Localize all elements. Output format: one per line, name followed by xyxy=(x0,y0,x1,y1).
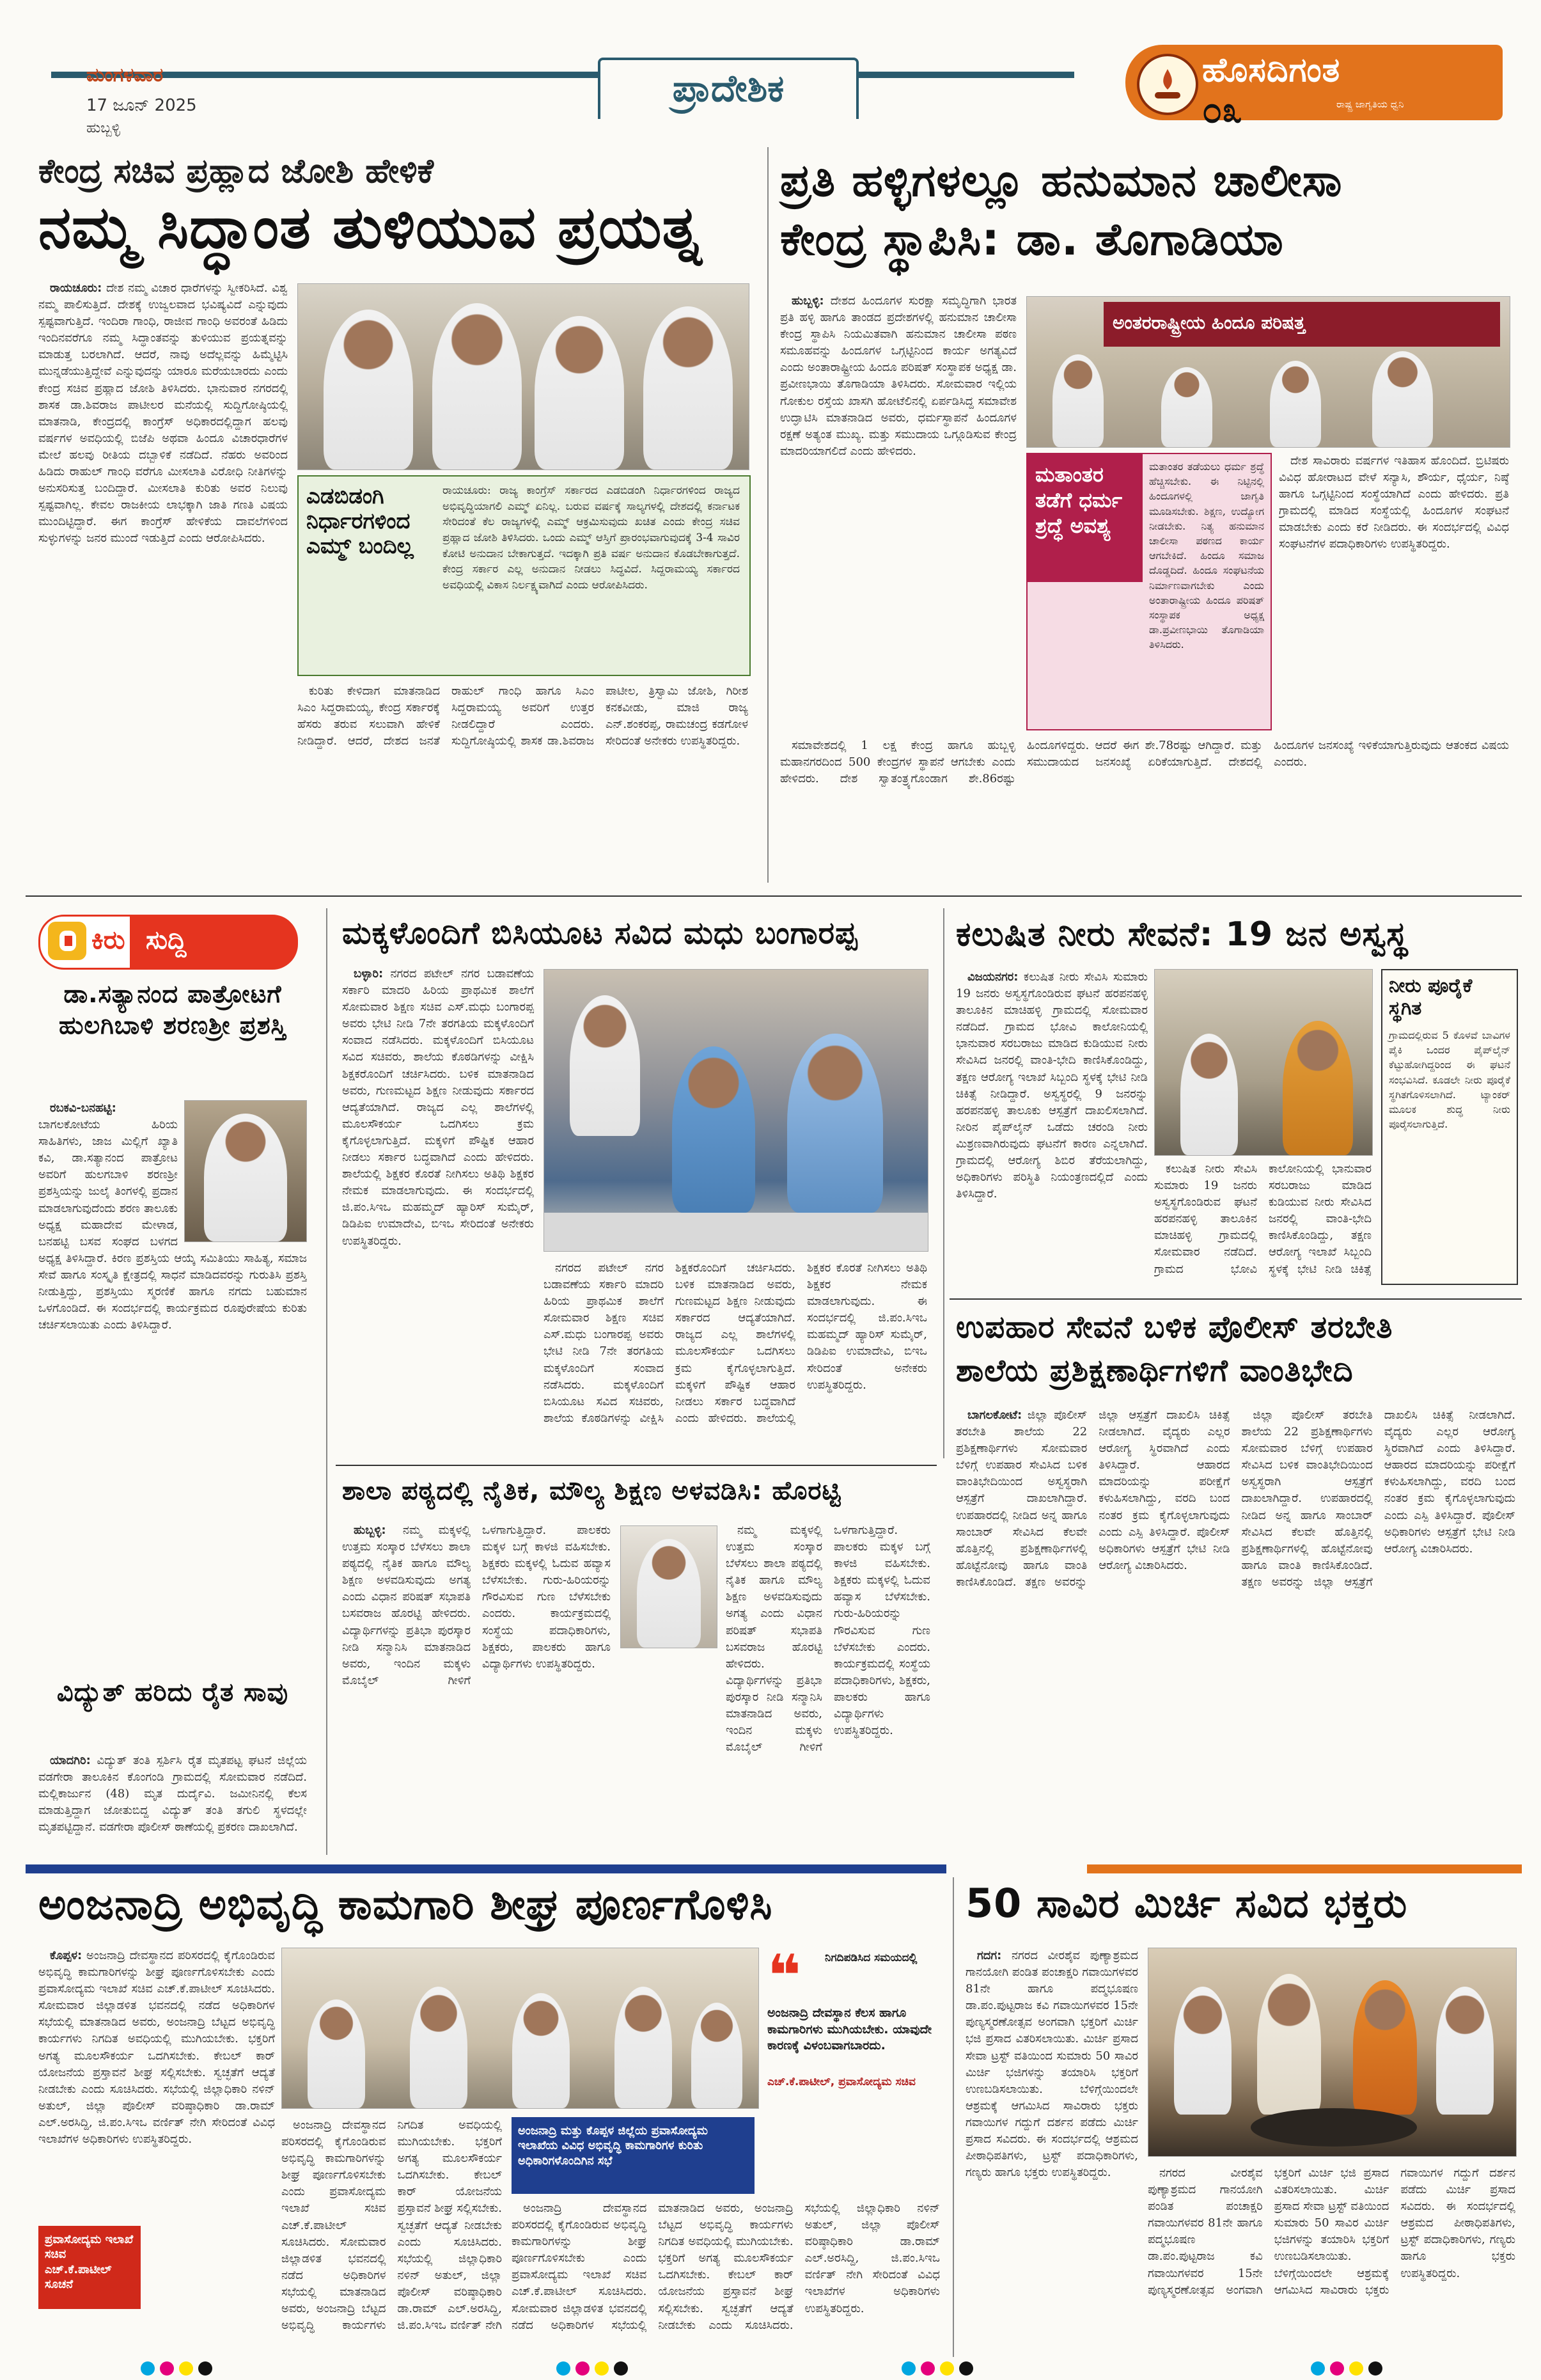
story-headline-line1: ಉಪಹಾರ ಸೇವನೆ ಬಳಿಕ ಪೊಲೀಸ್ ತರಬೇತಿ xyxy=(956,1309,1393,1345)
sidebar-box xyxy=(1381,969,1518,1285)
person-figure xyxy=(432,303,522,469)
brand-name: ಹೊಸದಿಗಂತ xyxy=(1202,51,1341,90)
photo-hospital-ward xyxy=(1154,969,1373,1156)
dateline: ಕೊಪ್ಪಳ: xyxy=(50,1949,82,1962)
body-text-repeat: ಜಿಲ್ಲಾ ಪೊಲೀಸ್ ತರಬೇತಿ ಶಾಲೆಯ 22 ಪ್ರಶಿಕ್ಷಣಾರ್ಥಿಗಳು ಸೋಮವಾರ ಬೆಳಿಗ್ಗೆ ಉಪಹಾರ ಸೇವಿಸಿದ ಬಳಿಕ ವಾಂತಿಭೇದಿಯಿಂದ ಅಸ್ವಸ್ಥರಾಗಿ ಆಸ್ಪತ್ರೆಗೆ ದಾಖಲಾಗಿದ್ದಾರೆ. ಉಪಹಾರದಲ್ಲಿ ನೀಡಿದ ಅನ್ನ ಹಾಗೂ ಸಾಂಬಾರ್ ಸೇವಿಸಿದ ಕೆಲವೇ ಹೊತ್ತಿನಲ್ಲಿ ಪ್ರಶಿಕ್ಷಣಾರ್ಥಿಗಳಲ್ಲಿ ಹೊಟ್ಟೆನೋವು ಹಾಗೂ ವಾಂತಿ ಕಾಣಿಸಿಕೊಂಡಿದೆ. ತಕ್ಷಣ ಅವರನ್ನು ಜಿಲ್ಲಾ ಆಸ್ಪತ್ರೆಗೆ ದಾಖಲಿಸಿ ಚಿಕಿತ್ಸೆ ನೀಡಲಾಗಿದೆ. ವೈದ್ಯರು ಎಲ್ಲರ ಆರೋಗ್ಯ ಸ್ಥಿರವಾಗಿದೆ ಎಂದು ತಿಳಿಸಿದ್ದಾರೆ. ಆಹಾರದ ಮಾದರಿಯನ್ನು ಪರೀಕ್ಷೆಗೆ ಕಳುಹಿಸಲಾಗಿದ್ದು, ವರದಿ ಬಂದ ನಂತರ ಕ್ರಮ ಕೈಗೊಳ್ಳಲಾಗುವುದು ಎಂದು ಎಸ್ಪಿ ತಿಳಿಸಿದ್ದಾರೆ. ಪೊಲೀಸ್ ಅಧಿಕಾರಿಗಳು ಆಸ್ಪತ್ರೆಗೆ ಭೇಟಿ ನೀಡಿ ಆರೋಗ್ಯ ವಿಚಾರಿಸಿದರು. xyxy=(1241,1408,1515,1589)
weekday: ಮಂಗಳವಾರ xyxy=(86,64,164,86)
photo-joshi-press-meet xyxy=(297,283,749,470)
body-text: ಕಲುಷಿತ ನೀರು ಸೇವಿಸಿ ಸುಮಾರು 19 ಜನರು ಅಸ್ವಸ್ಥಗೊಂಡಿರುವ ಘಟನೆ ಹರಪನಹಳ್ಳಿ ತಾಲೂಕಿನ ಮಾಚಿಹಳ್ಳಿ ಗ್ರಾಮದಲ್ಲಿ ಸೋಮವಾರ ನಡೆದಿದೆ. ಗ್ರಾಮದ ಭೋವಿ ಕಾಲೋನಿಯಲ್ಲಿ ಭಾನುವಾರ ಸರಬರಾಜು ಮಾಡಿದ ಕುಡಿಯುವ ನೀರು ಸೇವಿಸಿದ ಜನರಲ್ಲಿ ವಾಂತಿ-ಭೇದಿ ಕಾಣಿಸಿಕೊಂಡಿದ್ದು, ತಕ್ಷಣ ಆರೋಗ್ಯ ಇಲಾಖೆ ಸಿಬ್ಬಂದಿ ಸ್ಥಳಕ್ಕೆ ಭೇಟಿ ನೀಡಿ ಚಿಕಿತ್ಸೆ ನೀಡಿದ್ದಾರೆ. ಅಸ್ವಸ್ಥರಲ್ಲಿ 9 ಜನರನ್ನು ಹರಪನಹಳ್ಳಿ ತಾಲೂಕು ಆಸ್ಪತ್ರೆಗೆ ದಾಖಲಿಸಲಾಗಿದೆ. ನೀರಿನ ಪೈಪ್‌ಲೈನ್ ಒಡೆದು ಚರಂಡಿ ನೀರು ಮಿಶ್ರಣವಾಗಿರುವುದು ಘಟನೆಗೆ ಕಾರಣ ಎನ್ನಲಾಗಿದೆ. ಗ್ರಾಮದಲ್ಲಿ ಆರೋಗ್ಯ ಶಿಬಿರ ತೆರೆಯಲಾಗಿದ್ದು, ಅಧಿಕಾರಿಗಳು ಪರಿಸ್ಥಿತಿ ನಿಯಂತ್ರಣದಲ್ಲಿದೆ ಎಂದು ತಿಳಿಸಿದ್ದಾರೆ. xyxy=(956,970,1148,1201)
registration-dots-center-right xyxy=(902,2361,978,2378)
photo-togadia-event xyxy=(1026,296,1510,448)
story-body-left xyxy=(342,1522,611,1848)
person-figure xyxy=(643,306,733,469)
person-figure xyxy=(637,1539,701,1648)
dot-magenta xyxy=(575,2361,590,2376)
dateline: ಯಾದಗಿರಿ: xyxy=(50,1754,91,1767)
sidebar-title: ಎಡಬಿಡಂಗಿ ನಿರ್ಧಾರಗಳಿಂದ ಎಮ್ಮ್ ಬಂದಿಲ್ಲ xyxy=(306,484,414,560)
story-body xyxy=(966,1948,1138,2351)
dateline: ಹುಬ್ಬಳ್ಳಿ: xyxy=(792,294,824,308)
story-body xyxy=(38,1948,275,2216)
dateline: ಗದಗ: xyxy=(977,1949,1002,1962)
color-bar-blue xyxy=(26,1864,946,1873)
dot-black xyxy=(198,2361,212,2376)
story-headline: ನಮ್ಮ ಸಿದ್ಧಾಂತ ತುಳಿಯುವ ಪ್ರಯತ್ನ xyxy=(38,193,702,262)
story-body xyxy=(956,969,1148,1289)
sidebar-body: ಗ್ರಾಮದಲ್ಲಿರುವ 5 ಕೊಳವೆ ಬಾವಿಗಳ ಪೈಕಿ ಒಂದರ ಪೈಪ್‌ಲೈನ್ ಕೆಟ್ಟುಹೋಗಿದ್ದರಿಂದ ಈ ಘಟನೆ ಸಂಭವಿಸಿದೆ. ಕೂಡಲೇ ನೀರು ಪೂರೈಕೆ ಸ್ಥಗಿತಗೊಳಿಸಲಾಗಿದೆ. ಟ್ಯಾಂಕರ್ ಮೂಲಕ ಶುದ್ಧ ನೀರು ಪೂರೈಸಲಾಗುತ್ತಿದೆ. xyxy=(1389,1029,1510,1131)
lamp-icon xyxy=(1137,54,1198,115)
body-text: ನಗರದ ಪಟೇಲ್ ನಗರ ಬಡಾವಣೆಯ ಸರ್ಕಾರಿ ಮಾದರಿ ಹಿರಿಯ ಪ್ರಾಥಮಿಕ ಶಾಲೆಗೆ ಸೋಮವಾರ ಶಿಕ್ಷಣ ಸಚಿವ ಎಸ್.ಮಧು ಬಂಗಾರಪ್ಪ ಅವರು ಭೇಟಿ ನೀಡಿ 7ನೇ ತರಗತಿಯ ಮಕ್ಕಳೊಂದಿಗೆ ಸಂವಾದ ನಡೆಸಿದರು. ಮಕ್ಕಳೊಂದಿಗೆ ಬಿಸಿಯೂಟ ಸವಿದ ಸಚಿವರು, ಶಾಲೆಯ ಕೊಠಡಿಗಳನ್ನು ವೀಕ್ಷಿಸಿ ಶಿಕ್ಷಕರೊಂದಿಗೆ ಚರ್ಚಿಸಿದರು. ಬಳಿಕ ಮಾತನಾಡಿದ ಅವರು, ಗುಣಮಟ್ಟದ ಶಿಕ್ಷಣ ನೀಡುವುದು ಸರ್ಕಾರದ ಆದ್ಯತೆಯಾಗಿದೆ. ರಾಜ್ಯದ ಎಲ್ಲ ಶಾಲೆಗಳಲ್ಲಿ ಮೂಲಸೌಕರ್ಯ ಒದಗಿಸಲು ಕ್ರಮ ಕೈಗೊಳ್ಳಲಾಗುತ್ತಿದೆ. ಮಕ್ಕಳಿಗೆ ಪೌಷ್ಟಿಕ ಆಹಾರ ನೀಡಲು ಸರ್ಕಾರ ಬದ್ಧವಾಗಿದೆ ಎಂದು ಹೇಳಿದರು. ಶಾಲೆಯಲ್ಲಿ ಶಿಕ್ಷಕರ ಕೊರತೆ ನೀಗಿಸಲು ಅತಿಥಿ ಶಿಕ್ಷಕರ ನೇಮಕ ಮಾಡಲಾಗುವುದು. ಈ ಸಂದರ್ಭದಲ್ಲಿ ಜಿ.ಪಂ.ಸಿಇಒ ಮಹಮ್ಮದ್ ಹ್ಯಾರಿಸ್ ಸುಮೈರ್, ಡಿಡಿಪಿಐ ಉಮಾದೇವಿ, ಬಿಇಒ ಸೇರಿದಂತೆ ಅನೇಕರು ಉಪಸ್ಥಿತರಿದ್ದರು. xyxy=(342,967,534,1248)
dateline: ವಿಜಯನಗರ: xyxy=(967,970,1019,984)
column-divider xyxy=(326,908,327,1855)
dot-magenta xyxy=(1330,2361,1344,2376)
story-body-right xyxy=(726,1522,930,1848)
story-body-bottom xyxy=(1154,1161,1372,1289)
story-headline: ಕಲುಷಿತ ನೀರು ಸೇವನೆ: 19 ಜನ ಅಸ್ವಸ್ಥ xyxy=(956,915,1409,954)
dot-magenta xyxy=(160,2361,174,2376)
frying-pan xyxy=(1251,2108,1417,2147)
story-body xyxy=(38,280,288,849)
story-headline: ಮಕ್ಕಳೊಂದಿಗೆ ಬಿಸಿಯೂಟ ಸವಿದ ಮಧು ಬಂಗಾರಪ್ಪ xyxy=(342,915,858,951)
dot-cyan xyxy=(556,2361,570,2376)
story-headline-line1: ಪ್ರತಿ ಹಳ್ಳಿಗಳಲ್ಲೂ ಹನುಮಾನ ಚಾಲೀಸಾ xyxy=(780,154,1343,207)
body-text: ದೇಶದ ಹಿಂದೂಗಳ ಸುರಕ್ಷಾ ಸಮೃದ್ಧಿಗಾಗಿ ಭಾರತ ಪ್ರತಿ ಹಳ್ಳಿ ಹಾಗೂ ತಾಂಡದ ಪ್ರದೇಶಗಳಲ್ಲಿ ಹನುಮಾನ ಚಾಲೀಸಾ ಕೇಂದ್ರ ಸ್ಥಾಪಿಸಿ ನಿಯಮಿತವಾಗಿ ಹನುಮಾನ ಚಾಲೀಸಾ ಪಠಣ ಸಮೂಹವನ್ನು ಹಿಂದೂಗಳ ಒಗ್ಗಟ್ಟಿನಿಂದ ಕಾರ್ಯ ಅಗತ್ಯವಿದೆ ಎಂದು ಅಂತಾರಾಷ್ಟ್ರೀಯ ಹಿಂದೂ ಪರಿಷತ್ ಸಂಸ್ಥಾಪಕ ಅಧ್ಯಕ್ಷ ಡಾ. ಪ್ರವೀಣಭಾಯಿ ತೊಗಾಡಿಯಾ ತಿಳಿಸಿದರು. ಸೋಮವಾರ ಇಲ್ಲಿಯ ಗೋಕುಲ ರಸ್ತೆಯ ಖಾಸಗಿ ಹೋಟೆಲಿನಲ್ಲಿ ಏರ್ಪಡಿಸಿದ್ದ ಸಮಾವೇಶ ಉದ್ಘಾಟಿಸಿ ಮಾತನಾಡಿದ ಅವರು, ಧರ್ಮಸ್ಥಾಪನೆ ಹಿಂದೂಗಳ ರಕ್ಷಣೆ ಅತ್ಯಂತ ಮುಖ್ಯ. ಮತ್ತು ಸಮುದಾಯ ಒಗ್ಗೂಡಿಸುವ ಕೇಂದ್ರ ಮಾದರಿಯಾಗಲಿದೆ ಎಂದು ಹೇಳಿದರು. xyxy=(780,294,1017,458)
story-body-bottom xyxy=(544,1260,927,1452)
sidebar-body: ರಾಯಚೂರು: ರಾಜ್ಯ ಕಾಂಗ್ರೆಸ್ ಸರ್ಕಾರದ ಎಡಬಿಡಂಗಿ ನಿರ್ಧಾರಗಳಿಂದ ರಾಜ್ಯದ ಅಭಿವೃದ್ಧಿಯಾಗಲಿ ಎಮ್ಮ್ ಏನಿಲ್ಲ. ಬರುವ ವರ್ಷಕ್ಕೆ ಸಾಲ್ಯಗಳಲ್ಲಿ ದೇಶದಲ್ಲಿ ಕರ್ನಾಟಕ ಸೇರಿದಂತೆ ಕೆಲ ರಾಜ್ಯಗಳಲ್ಲಿ ಎಮ್ಮ್ ಆಕ್ರಮಿಸುವುದು ಖಚಿತ ಎಂದು ಕೇಂದ್ರ ಸಚಿವ ಪ್ರಹ್ಲಾದ ಜೋಶಿ ತಿಳಿಸಿದರು. ಒಂದು ಎಮ್ಮ್ ಆಸ್ತಿಗೆ ಪ್ರಾರಂಭವಾಗುವುದಕ್ಕೆ 3-4 ಸಾವಿರ ಕೋಟಿ ಅನುದಾನ ಬೇಕಾಗುತ್ತದೆ. ಇದಕ್ಕಾಗಿ ಪ್ರತಿ ವರ್ಷ ಅನುದಾನ ಕೊಡಬೇಕಾಗುತ್ತದೆ. ಕೇಂದ್ರ ಸರ್ಕಾರ ಎಲ್ಲ ಅನುದಾನ ನೀಡಲು ಸಿದ್ಧವಿದೆ. ಸಿದ್ದರಾಮಯ್ಯ ಸರ್ಕಾರದ ಅವಧಿಯಲ್ಲಿ ವಿಕಾಸ ನಿರ್ಲಕ್ಷ್ಯವಾಗಿದೆ ಎಂದು ಆರೋಪಿಸಿದರು. xyxy=(442,484,740,592)
dateline: ಬಾಗಲಕೋಟೆ: xyxy=(967,1408,1022,1422)
story-headline-line2: ಕೇಂದ್ರ ಸ್ಥಾಪಿಸಿ: ಡಾ. ತೊಗಾಡಿಯಾ xyxy=(780,213,1284,265)
top-rule xyxy=(51,72,1074,78)
story-headline: ಶಾಲಾ ಪಠ್ಯದಲ್ಲಿ ನೈತಿಕ, ಮೌಲ್ಯ ಶಿಕ್ಷಣ ಅಳವಡಿಸಿ: ಹೊರಟ್ಟಿ xyxy=(342,1476,841,1506)
person-figure xyxy=(535,316,624,469)
dot-yellow xyxy=(179,2361,193,2376)
photo-caption-text: ಪ್ರವಾಸೋದ್ಯಮ ಇಲಾಖೆ ಸಚಿವ ಎಚ್.ಕೆ.ಪಾಟೀಲ್ ಸೂಚನೆ xyxy=(45,2233,134,2292)
story-headline-line2: ಶಾಲೆಯ ಪ್ರಶಿಕ್ಷಣಾರ್ಥಿಗಳಿಗೆ ವಾಂತಿಭೇದಿ xyxy=(956,1353,1354,1389)
body-text: ಬಾಗಲಕೋಟೆಯ ಹಿರಿಯ ಸಾಹಿತಿಗಳು, ಜಾಜ ಮಿಲ್ಲಿಗೆ ಖ್ಯಾತಿ ಕವಿ, ಡಾ.ಸತ್ಯಾನಂದ ಪಾತ್ರೋಟ ಅವರಿಗೆ ಹುಲಗಬಾಳಿ ಶರಣಶ್ರೀ ಪ್ರಶಸ್ತಿಯನ್ನು ಜುಲೈ ತಿಂಗಳಲ್ಲಿ ಪ್ರದಾನ ಮಾಡಲಾಗುವುದೆಂದು ಶರಣ ತಾಲೂಕು ಅಧ್ಯಕ್ಷ ಮಹಾದೇವ ಮೇಳಾಡ, ಬನಹಟ್ಟಿ ಬಸವ ಸಂಘದ ಬಳಗದ ಅಧ್ಯಕ್ಷ ತಿಳಿಸಿದ್ದಾರೆ. ಕಿರಣ ಪ್ರಶಸ್ತಿಯ ಆಯ್ಕೆ ಸಮಿತಿಯು ಸಾಹಿತ್ಯ, ಸಮಾಜ ಸೇವೆ ಹಾಗೂ ಸಂಸ್ಕೃತಿ ಕ್ಷೇತ್ರದಲ್ಲಿ ಸಾಧನೆ ಮಾಡಿದವರನ್ನು ಗುರುತಿಸಿ ಪ್ರಶಸ್ತಿ ನೀಡುತ್ತಿದ್ದು, ಪ್ರಶಸ್ತಿಯು ಸ್ಮರಣಿಕೆ ಹಾಗೂ ನಗದು ಬಹುಮಾನ ಒಳಗೊಂಡಿದೆ. ಈ ಸಂದರ್ಭದಲ್ಲಿ ಕಾರ್ಯಕ್ರಮದ ರೂಪುರೇಷೆಯ ಕುರಿತು ಚರ್ಚಿಸಲಾಯಿತು ಎಂದು ತಿಳಿಸಿದ್ದಾರೆ. xyxy=(38,1118,307,1332)
dot-cyan xyxy=(141,2361,155,2376)
sidebar-title: ಮತಾಂತರ ತಡೆಗೆ ಧರ್ಮ ಶ್ರದ್ಧೆ ಅವಶ್ಯ xyxy=(1035,462,1123,538)
dot-yellow xyxy=(1349,2361,1363,2376)
page-number: ೦೩ xyxy=(1202,90,1242,131)
body-text-repeat: ನಮ್ಮ ಮಕ್ಕಳಲ್ಲಿ ಉತ್ತಮ ಸಂಸ್ಕಾರ ಬೆಳೆಸಲು ಶಾಲಾ ಪಠ್ಯದಲ್ಲಿ ನೈತಿಕ ಹಾಗೂ ಮೌಲ್ಯ ಶಿಕ್ಷಣ ಅಳವಡಿಸುವುದು ಅಗತ್ಯ ಎಂದು ವಿಧಾನ ಪರಿಷತ್ ಸಭಾಪತಿ ಬಸವರಾಜ ಹೊರಟ್ಟಿ ಹೇಳಿದರು. ವಿದ್ಯಾರ್ಥಿಗಳನ್ನು ಪ್ರತಿಭಾ ಪುರಸ್ಕಾರ ನೀಡಿ ಸನ್ಮಾನಿಸಿ ಮಾತನಾಡಿದ ಅವರು, ಇಂದಿನ ಮಕ್ಕಳು ಮೊಬೈಲ್ ಗೀಳಿಗೆ ಒಳಗಾಗುತ್ತಿದ್ದಾರೆ. ಪಾಲಕರು ಮಕ್ಕಳ ಬಗ್ಗೆ ಕಾಳಜಿ ವಹಿಸಬೇಕು. ಶಿಕ್ಷಕರು ಮಕ್ಕಳಲ್ಲಿ ಓದುವ ಹವ್ಯಾಸ ಬೆಳೆಸಬೇಕು. ಗುರು-ಹಿರಿಯರನ್ನು ಗೌರವಿಸುವ ಗುಣ ಬೆಳೆಸಬೇಕು ಎಂದರು. ಕಾರ್ಯಕ್ರಮದಲ್ಲಿ ಸಂಸ್ಥೆಯ ಪದಾಧಿಕಾರಿಗಳು, ಶಿಕ್ಷಕರು, ಪಾಲಕರು ಹಾಗೂ ವಿದ್ಯಾರ್ಥಿಗಳು ಉಪಸ್ಥಿತರಿದ್ದರು. xyxy=(726,1524,930,1754)
body-text-3: ದೇಶ ಸಾವಿರಾರು ವರ್ಷಗಳ ಇತಿಹಾಸ ಹೊಂದಿದೆ. ಬ್ರಿಟಿಷರು ವಿವಿಧ ಹೋರಾಟದ ವೇಳೆ ಸನ್ಯಾಸಿ, ಶೌರ್ಯ, ಧೈರ್ಯ, ನಿಷ್ಠೆ ಹಾಗೂ ಒಗ್ಗಟ್ಟಿನಿಂದ ಸಂಸ್ಥೆಯಾಗಿದೆ ಎಂದು ಹೇಳಿದರು. ಪ್ರತಿ ಗ್ರಾಮದಲ್ಲಿ ಮಾಡಿದ ಸಂಸ್ಥೆಯಲ್ಲಿ ಹಿಂದೂಗಳ ಸಂಘಟನೆ ಮಾಡಬೇಕು ಎಂದು ಕರೆ ನೀಡಿದರು. ಈ ಸಂದರ್ಭದಲ್ಲಿ ವಿವಿಧ ಸಂಘಟನೆಗಳ ಪದಾಧಿಕಾರಿಗಳು ಉಪಸ್ಥಿತರಿದ್ದರು. xyxy=(1279,454,1509,551)
brief-headline: ಡಾ.ಸತ್ಯಾನಂದ ಪಾತ್ರೋಟಗೆ ಹುಲಗಿಬಾಳಿ ಶರಣಶ್ರೀ ಪ್ರಶಸ್ತಿ xyxy=(59,980,286,1040)
photo-satyananda xyxy=(184,1100,307,1242)
story-body-bottom xyxy=(1148,2165,1515,2351)
section-title: ಪ್ರಾದೇಶಿಕ xyxy=(672,67,785,110)
section-tab xyxy=(598,58,859,119)
story-body-right xyxy=(512,2200,940,2351)
story-body xyxy=(956,1407,1515,1848)
quote-icon: ❝ xyxy=(767,1943,801,2010)
story-madhu-bangarappa xyxy=(336,908,937,1458)
dot-cyan xyxy=(902,2361,916,2376)
body-text-repeat: ನಗರದ ವೀರಶೈವ ಪುಣ್ಯಾಶ್ರಮದ ಗಾನಯೋಗಿ ಪಂಡಿತ ಪಂಚಾಕ್ಷರಿ ಗವಾಯಿಗಳವರ 81ನೇ ಹಾಗೂ ಪದ್ಮಭೂಷಣ ಡಾ.ಪಂ.ಪುಟ್ಟರಾಜ ಕವಿ ಗವಾಯಿಗಳವರ 15ನೇ ಪುಣ್ಯಸ್ಮರಣೋತ್ಸವ ಅಂಗವಾಗಿ ಭಕ್ತರಿಗೆ ಮಿರ್ಚಿ ಭಜಿ ಪ್ರಸಾದ ವಿತರಿಸಲಾಯಿತು. ಮಿರ್ಚಿ ಪ್ರಸಾದ ಸೇವಾ ಟ್ರಸ್ಟ್ ವತಿಯಿಂದ ಸುಮಾರು 50 ಸಾವಿರ ಮಿರ್ಚಿ ಭಜಿಗಳನ್ನು ತಯಾರಿಸಿ ಭಕ್ತರಿಗೆ ಉಣಬಡಿಸಲಾಯಿತು. ಬೆಳಿಗ್ಗೆಯಿಂದಲೇ ಆಶ್ರಮಕ್ಕೆ ಆಗಮಿಸಿದ ಸಾವಿರಾರು ಭಕ್ತರು ಗವಾಯಿಗಳ ಗದ್ದುಗೆ ದರ್ಶನ ಪಡೆದು ಮಿರ್ಚಿ ಪ್ರಸಾದ ಸವಿದರು. ಈ ಸಂದರ್ಭದಲ್ಲಿ ಆಶ್ರಮದ ಪೀಠಾಧಿಪತಿಗಳು, ಟ್ರಸ್ಟ್ ಪದಾಧಿಕಾರಿಗಳು, ಗಣ್ಯರು ಹಾಗೂ ಭಕ್ತರು ಉಪಸ್ಥಿತರಿದ್ದರು. xyxy=(1148,2166,1515,2297)
person-figure xyxy=(410,1987,467,2108)
story-body-bottom xyxy=(780,737,1509,856)
person-figure xyxy=(1180,1034,1238,1155)
person-figure xyxy=(204,1114,287,1241)
photo-caption-badge xyxy=(38,2226,141,2309)
body-text-repeat: ನಗರದ ಪಟೇಲ್ ನಗರ ಬಡಾವಣೆಯ ಸರ್ಕಾರಿ ಮಾದರಿ ಹಿರಿಯ ಪ್ರಾಥಮಿಕ ಶಾಲೆಗೆ ಸೋಮವಾರ ಶಿಕ್ಷಣ ಸಚಿವ ಎಸ್.ಮಧು ಬಂಗಾರಪ್ಪ ಅವರು ಭೇಟಿ ನೀಡಿ 7ನೇ ತರಗತಿಯ ಮಕ್ಕಳೊಂದಿಗೆ ಸಂವಾದ ನಡೆಸಿದರು. ಮಕ್ಕಳೊಂದಿಗೆ ಬಿಸಿಯೂಟ ಸವಿದ ಸಚಿವರು, ಶಾಲೆಯ ಕೊಠಡಿಗಳನ್ನು ವೀಕ್ಷಿಸಿ ಶಿಕ್ಷಕರೊಂದಿಗೆ ಚರ್ಚಿಸಿದರು. ಬಳಿಕ ಮಾತನಾಡಿದ ಅವರು, ಗುಣಮಟ್ಟದ ಶಿಕ್ಷಣ ನೀಡುವುದು ಸರ್ಕಾರದ ಆದ್ಯತೆಯಾಗಿದೆ. ರಾಜ್ಯದ ಎಲ್ಲ ಶಾಲೆಗಳಲ್ಲಿ ಮೂಲಸೌಕರ್ಯ ಒದಗಿಸಲು ಕ್ರಮ ಕೈಗೊಳ್ಳಲಾಗುತ್ತಿದೆ. ಮಕ್ಕಳಿಗೆ ಪೌಷ್ಟಿಕ ಆಹಾರ ನೀಡಲು ಸರ್ಕಾರ ಬದ್ಧವಾಗಿದೆ ಎಂದು ಹೇಳಿದರು. ಶಾಲೆಯಲ್ಲಿ ಶಿಕ್ಷಕರ ಕೊರತೆ ನೀಗಿಸಲು ಅತಿಥಿ ಶಿಕ್ಷಕರ ನೇಮಕ ಮಾಡಲಾಗುವುದು. ಈ ಸಂದರ್ಭದಲ್ಲಿ ಜಿ.ಪಂ.ಸಿಇಒ ಮಹಮ್ಮದ್ ಹ್ಯಾರಿಸ್ ಸುಮೈರ್, ಡಿಡಿಪಿಐ ಉಮಾದೇವಿ, ಬಿಇಒ ಸೇರಿದಂತೆ ಅನೇಕರು ಉಪಸ್ಥಿತರಿದ್ದರು. xyxy=(544,1261,927,1425)
sub-headline: ಅಂಜನಾದ್ರಿ ಮತ್ತು ಕೊಪ್ಪಳ ಜಿಲ್ಲೆಯ ಪ್ರವಾಸೋದ್ಯಮ ಇಲಾಖೆಯ ವಿವಿಧ ಅಭಿವೃದ್ಧಿ ಕಾಮಗಾರಿಗಳ ಕುರಿತು ಅಧಿಕಾರಿಗಳೊಂದಿಗಿನ ಸಭೆ xyxy=(518,2124,708,2168)
photo-midday-meal xyxy=(544,969,928,1252)
masthead xyxy=(0,0,1541,134)
person-figure xyxy=(308,1999,365,2108)
story-divider xyxy=(336,1465,937,1466)
kiru-suddi-column xyxy=(26,908,320,1855)
person-figure xyxy=(1353,1980,1417,2115)
story-mirchi xyxy=(959,1877,1522,2357)
body-text-repeat: ಅಂಜನಾದ್ರಿ ದೇವಸ್ಥಾನದ ಪರಿಸರದಲ್ಲಿ ಕೈಗೊಂಡಿರುವ ಅಭಿವೃದ್ಧಿ ಕಾಮಗಾರಿಗಳನ್ನು ಶೀಘ್ರ ಪೂರ್ಣಗೊಳಿಸಬೇಕು ಎಂದು ಪ್ರವಾಸೋದ್ಯಮ ಇಲಾಖೆ ಸಚಿವ ಎಚ್.ಕೆ.ಪಾಟೀಲ್ ಸೂಚಿಸಿದರು. ಸೋಮವಾರ ಜಿಲ್ಲಾಡಳಿತ ಭವನದಲ್ಲಿ ನಡೆದ ಅಧಿಕಾರಿಗಳ ಸಭೆಯಲ್ಲಿ ಮಾತನಾಡಿದ ಅವರು, ಅಂಜನಾದ್ರಿ ಬೆಟ್ಟದ ಅಭಿವೃದ್ಧಿ ಕಾರ್ಯಗಳು ನಿಗದಿತ ಅವಧಿಯಲ್ಲಿ ಮುಗಿಯಬೇಕು. ಭಕ್ತರಿಗೆ ಅಗತ್ಯ ಮೂಲಸೌಕರ್ಯ ಒದಗಿಸಬೇಕು. ಕೇಬಲ್ ಕಾರ್ ಯೋಜನೆಯ ಪ್ರಸ್ತಾವನೆ ಶೀಘ್ರ ಸಲ್ಲಿಸಬೇಕು. ಸ್ವಚ್ಛತೆಗೆ ಆದ್ಯತೆ ನೀಡಬೇಕು ಎಂದು ಸೂಚಿಸಿದರು. ಸಭೆಯಲ್ಲಿ ಜಿಲ್ಲಾಧಿಕಾರಿ ನಳಿನ್ ಅತುಲ್, ಜಿಲ್ಲಾ ಪೊಲೀಸ್ ವರಿಷ್ಠಾಧಿಕಾರಿ ಡಾ.ರಾಮ್ ಎಲ್.ಅರಸಿದ್ದಿ, ಜಿ.ಪಂ.ಸಿಇಒ ವರ್ಣಿತ್ ನೇಗಿ ಸೇರಿದಂತೆ ವಿವಿಧ ಇಲಾಖೆಗಳ ಅಧಿಕಾರಿಗಳು ಉಪಸ್ಥಿತರಿದ್ದರು. xyxy=(512,2202,940,2332)
sidebar-body: ಮತಾಂತರ ತಡೆಯಲು ಧರ್ಮ ಶ್ರದ್ಧೆ ಹೆಚ್ಚಿಸಬೇಕು. ಈ ನಿಟ್ಟಿನಲ್ಲಿ ಹಿಂದೂಗಳಲ್ಲಿ ಜಾಗೃತಿ ಮೂಡಿಸಬೇಕು. ಶಿಕ್ಷಣ, ಉದ್ಯೋಗ ನೀಡಬೇಕು. ನಿತ್ಯ ಹನುಮಾನ ಚಾಲೀಸಾ ಪಠಣದ ಕಾರ್ಯ ಆಗಬೇಕಿದೆ. ಹಿಂದೂ ಸಮಾಜ ದೊಡ್ಡದಿದೆ. ಹಿಂದೂ ಸಂಘಟನೆಯ ನಿರ್ಮಾಣವಾಗಬೇಕು ಎಂದು ಅಂತಾರಾಷ್ಟ್ರೀಯ ಹಿಂದೂ ಪರಿಷತ್ ಸಂಸ್ಥಾಪಕ ಅಧ್ಯಕ್ಷ ಡಾ.ಪ್ರವೀಣಭಾಯಿ ತೊಗಾಡಿಯಾ ತಿಳಿಸಿದರು. xyxy=(1149,461,1264,651)
edition: ಹುಬ್ಬಳ್ಳಿ xyxy=(86,120,121,136)
sidebar-box xyxy=(1026,453,1272,730)
sidebar-box xyxy=(297,475,751,676)
section-divider xyxy=(26,895,1522,897)
brand-tagline: ರಾಷ್ಟ್ರ ಜಾಗೃತಿಯ ಧ್ವನಿ xyxy=(1336,99,1404,110)
dot-yellow xyxy=(940,2361,954,2376)
story-joshi xyxy=(26,146,761,881)
column-divider xyxy=(943,908,944,1458)
body-text-repeat: ಅಂಜನಾದ್ರಿ ದೇವಸ್ಥಾನದ ಪರಿಸರದಲ್ಲಿ ಕೈಗೊಂಡಿರುವ ಅಭಿವೃದ್ಧಿ ಕಾಮಗಾರಿಗಳನ್ನು ಶೀಘ್ರ ಪೂರ್ಣಗೊಳಿಸಬೇಕು ಎಂದು ಪ್ರವಾಸೋದ್ಯಮ ಇಲಾಖೆ ಸಚಿವ ಎಚ್.ಕೆ.ಪಾಟೀಲ್ ಸೂಚಿಸಿದರು. ಸೋಮವಾರ ಜಿಲ್ಲಾಡಳಿತ ಭವನದಲ್ಲಿ ನಡೆದ ಅಧಿಕಾರಿಗಳ ಸಭೆಯಲ್ಲಿ ಮಾತನಾಡಿದ ಅವರು, ಅಂಜನಾದ್ರಿ ಬೆಟ್ಟದ ಅಭಿವೃದ್ಧಿ ಕಾರ್ಯಗಳು ನಿಗದಿತ ಅವಧಿಯಲ್ಲಿ ಮುಗಿಯಬೇಕು. ಭಕ್ತರಿಗೆ ಅಗತ್ಯ ಮೂಲಸೌಕರ್ಯ ಒದಗಿಸಬೇಕು. ಕೇಬಲ್ ಕಾರ್ ಯೋಜನೆಯ ಪ್ರಸ್ತಾವನೆ ಶೀಘ್ರ ಸಲ್ಲಿಸಬೇಕು. ಸ್ವಚ್ಛತೆಗೆ ಆದ್ಯತೆ ನೀಡಬೇಕು ಎಂದು ಸೂಚಿಸಿದರು. ಸಭೆಯಲ್ಲಿ ಜಿಲ್ಲಾಧಿಕಾರಿ ನಳಿನ್ ಅತುಲ್, ಜಿಲ್ಲಾ ಪೊಲೀಸ್ ವರಿಷ್ಠಾಧಿಕಾರಿ ಡಾ.ರಾಮ್ ಎಲ್.ಅರಸಿದ್ದಿ, ಜಿ.ಪಂ.ಸಿಇಒ ವರ್ಣಿತ್ ನೇಗಿ xyxy=(281,2118,502,2333)
photo-meeting xyxy=(281,1948,759,2109)
story-body-continued xyxy=(297,683,748,849)
story-body xyxy=(780,293,1017,728)
suddi-label: ಸುದ್ದಿ xyxy=(146,926,187,955)
registration-dots-left xyxy=(141,2361,217,2378)
quote-text: ಅಂಜನಾದ್ರಿ ದೇವಸ್ಥಾನ ಕೆಲಸ ಹಾಗೂ ಕಾಮಗಾರಿಗಳು ಮುಗಿಯಬೇಕು. ಯಾವುದೇ ಕಾರಣಕ್ಕೆ ವಿಳಂಬವಾಗಬಾರದು. xyxy=(767,2006,932,2053)
banner-text: ಅಂತರರಾಷ್ಟ್ರೀಯ ಹಿಂದೂ ಪರಿಷತ್ತ xyxy=(1113,312,1306,333)
dateline: ರಾಯಚೂರು: xyxy=(50,281,102,295)
body-text-2: ಕುರಿತು ಕೇಳಿದಾಗ ಮಾತನಾಡಿದ ಸಿಎಂ ಸಿದ್ದರಾಮಯ್ಯ, ಕೇಂದ್ರ ಸರ್ಕಾರಕ್ಕೆ ಹೆಸರು ತರುವ ಸಲುವಾಗಿ ಹೇಳಿಕೆ ನೀಡಿದ್ದಾರೆ. ಆದರೆ, ದೇಶದ ಜನತೆ ರಾಹುಲ್ ಗಾಂಧಿ ಹಾಗೂ ಸಿಎಂ ಸಿದ್ದರಾಮಯ್ಯ ಅವರಿಗೆ ಉತ್ತರ ನೀಡಲಿದ್ದಾರೆ ಎಂದರು. ಸುದ್ದಿಗೋಷ್ಠಿಯಲ್ಲಿ ಶಾಸಕ ಡಾ.ಶಿವರಾಜ ಪಾಟೀಲ, ತ್ರಿಸ್ವಾಮಿ ಜೋಶಿ, ಗಿರೀಶ ಕನಕವೀಡು, ಮಾಜಿ ರಾಜ್ಯ ಎನ್.ಶಂಕರಪ್ಪ, ರಾಮಚಂದ್ರ ಕಡಗೋಳ ಸೇರಿದಂತೆ ಅನೇಕರು ಉಪಸ್ಥಿತರಿದ್ದರು. xyxy=(297,684,748,748)
person-figure xyxy=(1052,354,1104,447)
story-body-mid xyxy=(281,2117,502,2351)
person-figure xyxy=(1436,1987,1494,2115)
story-divider xyxy=(950,1298,1522,1300)
registration-dots-right xyxy=(1311,2361,1388,2378)
dot-yellow xyxy=(595,2361,609,2376)
person-figure xyxy=(691,2003,742,2108)
dateline: ರಬಕವಿ-ಬನಹಟ್ಟಿ: xyxy=(50,1101,116,1115)
story-headline: 50 ಸಾವಿರ ಮಿರ್ಚಿ ಸವಿದ ಭಕ್ತರು xyxy=(966,1880,1408,1927)
brief-headline: ವಿದ್ಯುತ್ ಹರಿದು ರೈತ ಸಾವು xyxy=(56,1678,289,1707)
story-body-col3 xyxy=(1279,453,1509,728)
brief-body xyxy=(38,1753,307,1848)
dot-black xyxy=(1368,2361,1382,2376)
brand-logo xyxy=(1125,45,1503,120)
body-text: ಜಿಲ್ಲಾ ಪೊಲೀಸ್ ತರಬೇತಿ ಶಾಲೆಯ 22 ಪ್ರಶಿಕ್ಷಣಾರ್ಥಿಗಳು ಸೋಮವಾರ ಬೆಳಿಗ್ಗೆ ಉಪಹಾರ ಸೇವಿಸಿದ ಬಳಿಕ ವಾಂತಿಭೇದಿಯಿಂದ ಅಸ್ವಸ್ಥರಾಗಿ ಆಸ್ಪತ್ರೆಗೆ ದಾಖಲಾಗಿದ್ದಾರೆ. ಉಪಹಾರದಲ್ಲಿ ನೀಡಿದ ಅನ್ನ ಹಾಗೂ ಸಾಂಬಾರ್ ಸೇವಿಸಿದ ಕೆಲವೇ ಹೊತ್ತಿನಲ್ಲಿ ಪ್ರಶಿಕ್ಷಣಾರ್ಥಿಗಳಲ್ಲಿ ಹೊಟ್ಟೆನೋವು ಹಾಗೂ ವಾಂತಿ ಕಾಣಿಸಿಕೊಂಡಿದೆ. ತಕ್ಷಣ ಅವರನ್ನು ಜಿಲ್ಲಾ ಆಸ್ಪತ್ರೆಗೆ ದಾಖಲಿಸಿ ಚಿಕಿತ್ಸೆ ನೀಡಲಾಗಿದೆ. ವೈದ್ಯರು ಎಲ್ಲರ ಆರೋಗ್ಯ ಸ್ಥಿರವಾಗಿದೆ ಎಂದು ತಿಳಿಸಿದ್ದಾರೆ. ಆಹಾರದ ಮಾದರಿಯನ್ನು ಪರೀಕ್ಷೆಗೆ ಕಳುಹಿಸಲಾಗಿದ್ದು, ವರದಿ ಬಂದ ನಂತರ ಕ್ರಮ ಕೈಗೊಳ್ಳಲಾಗುವುದು ಎಂದು ಎಸ್ಪಿ ತಿಳಿಸಿದ್ದಾರೆ. ಪೊಲೀಸ್ ಅಧಿಕಾರಿಗಳು ಆಸ್ಪತ್ರೆಗೆ ಭೇಟಿ ನೀಡಿ ಆರೋಗ್ಯ ವಿಚಾರಿಸಿದರು. xyxy=(956,1408,1230,1589)
body-text: ಅಂಜನಾದ್ರಿ ದೇವಸ್ಥಾನದ ಪರಿಸರದಲ್ಲಿ ಕೈಗೊಂಡಿರುವ ಅಭಿವೃದ್ಧಿ ಕಾಮಗಾರಿಗಳನ್ನು ಶೀಘ್ರ ಪೂರ್ಣಗೊಳಿಸಬೇಕು ಎಂದು ಪ್ರವಾಸೋದ್ಯಮ ಇಲಾಖೆ ಸಚಿವ ಎಚ್.ಕೆ.ಪಾಟೀಲ್ ಸೂಚಿಸಿದರು. ಸೋಮವಾರ ಜಿಲ್ಲಾಡಳಿತ ಭವನದಲ್ಲಿ ನಡೆದ ಅಧಿಕಾರಿಗಳ ಸಭೆಯಲ್ಲಿ ಮಾತನಾಡಿದ ಅವರು, ಅಂಜನಾದ್ರಿ ಬೆಟ್ಟದ ಅಭಿವೃದ್ಧಿ ಕಾರ್ಯಗಳು ನಿಗದಿತ ಅವಧಿಯಲ್ಲಿ ಮುಗಿಯಬೇಕು. ಭಕ್ತರಿಗೆ ಅಗತ್ಯ ಮೂಲಸೌಕರ್ಯ ಒದಗಿಸಬೇಕು. ಕೇಬಲ್ ಕಾರ್ ಯೋಜನೆಯ ಪ್ರಸ್ತಾವನೆ ಶೀಘ್ರ ಸಲ್ಲಿಸಬೇಕು. ಸ್ವಚ್ಛತೆಗೆ ಆದ್ಯತೆ ನೀಡಬೇಕು ಎಂದು ಸೂಚಿಸಿದರು. ಸಭೆಯಲ್ಲಿ ಜಿಲ್ಲಾಧಿಕಾರಿ ನಳಿನ್ ಅತುಲ್, ಜಿಲ್ಲಾ ಪೊಲೀಸ್ ವರಿಷ್ಠಾಧಿಕಾರಿ ಡಾ.ರಾಮ್ ಎಲ್.ಅರಸಿದ್ದಿ, ಜಿ.ಪಂ.ಸಿಇಒ ವರ್ಣಿತ್ ನೇಗಿ ಸೇರಿದಂತೆ ವಿವಿಧ ಇಲಾಖೆಗಳ ಅಧಿಕಾರಿಗಳು ಉಪಸ್ಥಿತರಿದ್ದರು. xyxy=(38,1949,275,2147)
column-divider xyxy=(953,1877,954,2357)
dot-black xyxy=(959,2361,973,2376)
person-figure xyxy=(1283,1021,1353,1155)
kiru-suddi-header xyxy=(38,915,298,970)
person-figure xyxy=(324,310,413,469)
body-text: ವಿದ್ಯುತ್ ತಂತಿ ಸ್ಪರ್ಶಿಸಿ ರೈತ ಮೃತಪಟ್ಟ ಘಟನೆ ಜಿಲ್ಲೆಯ ವಡಗೇರಾ ತಾಲೂಕಿನ ಕೊಂಗಂಡಿ ಗ್ರಾಮದಲ್ಲಿ ಸೋಮವಾರ ನಡೆದಿದೆ. ಮಲ್ಲಿಕಾರ್ಜುನ (48) ಮೃತ ದುರ್ದೈವಿ. ಜಮೀನಿನಲ್ಲಿ ಕೆಲಸ ಮಾಡುತ್ತಿದ್ದಾಗ ಜೋತುಬಿದ್ದ ವಿದ್ಯುತ್ ತಂತಿ ತಗುಲಿ ಸ್ಥಳದಲ್ಲೇ ಮೃತಪಟ್ಟಿದ್ದಾನೆ. ವಡಗೇರಾ ಪೊಲೀಸ್ ಠಾಣೆಯಲ್ಲಿ ಪ್ರಕರಣ ದಾಖಲಾಗಿದೆ. xyxy=(38,1754,307,1834)
story-police-trainees xyxy=(950,1305,1522,1855)
kiru-label: ಕಿರು xyxy=(91,926,125,955)
sidebar-title-band xyxy=(1028,454,1143,582)
dateline: ಬಳ್ಳಾರಿ: xyxy=(354,967,384,981)
person-figure xyxy=(1257,1974,1321,2115)
person-figure xyxy=(672,1046,755,1213)
story-anjanadri xyxy=(26,1877,946,2357)
person-figure xyxy=(1372,351,1433,447)
quote-author: ಎಚ್.ಕೆ.ಪಾಟೀಲ್, ಪ್ರವಾಸೋದ್ಯಮ ಸಚಿವ xyxy=(767,2076,916,2088)
brief-body xyxy=(38,1100,307,1657)
body-text-repeat: ಕಲುಷಿತ ನೀರು ಸೇವಿಸಿ ಸುಮಾರು 19 ಜನರು ಅಸ್ವಸ್ಥಗೊಂಡಿರುವ ಘಟನೆ ಹರಪನಹಳ್ಳಿ ತಾಲೂಕಿನ ಮಾಚಿಹಳ್ಳಿ ಗ್ರಾಮದಲ್ಲಿ ಸೋಮವಾರ ನಡೆದಿದೆ. ಗ್ರಾಮದ ಭೋವಿ ಕಾಲೋನಿಯಲ್ಲಿ ಭಾನುವಾರ ಸರಬರಾಜು ಮಾಡಿದ ಕುಡಿಯುವ ನೀರು ಸೇವಿಸಿದ ಜನರಲ್ಲಿ ವಾಂತಿ-ಭೇದಿ ಕಾಣಿಸಿಕೊಂಡಿದ್ದು, ತಕ್ಷಣ ಆರೋಗ್ಯ ಇಲಾಖೆ ಸಿಬ್ಬಂದಿ ಸ್ಥಳಕ್ಕೆ ಭೇಟಿ ನೀಡಿ ಚಿಕಿತ್ಸೆ xyxy=(1154,1162,1372,1276)
registration-dots-center xyxy=(556,2361,633,2378)
person-figure xyxy=(570,995,640,1136)
story-body-left xyxy=(342,966,534,1452)
date: 17 ಜೂನ್ 2025 xyxy=(86,96,197,115)
person-figure xyxy=(787,1034,883,1213)
sub-headline-box xyxy=(512,2117,755,2194)
person-figure xyxy=(1270,361,1321,447)
body-text-2: ಸಮಾವೇಶದಲ್ಲಿ 1 ಲಕ್ಷ ಕೇಂದ್ರ ಹಾಗೂ ಹುಬ್ಬಳ್ಳಿ ಮಹಾನಗರದಿಂದ 500 ಕೇಂದ್ರಗಳ ಸ್ಥಾಪನೆ ಆಗಬೇಕು ಎಂದು ಹೇಳಿದರು. ದೇಶ ಸ್ವಾತಂತ್ರ್ಯಗೊಂಡಾಗ ಶೇ.86ರಷ್ಟು ಹಿಂದೂಗಳಿದ್ದರು. ಆದರೆ ಈಗ ಶೇ.78ರಷ್ಟು ಆಗಿದ್ದಾರೆ. ಮತ್ತು ಸಮುದಾಯದ ಜನಸಂಖ್ಯೆ ಏರಿಕೆಯಾಗುತ್ತಿದೆ. ದೇಶದಲ್ಲಿ ಹಿಂದೂಗಳ ಜನಸಂಖ್ಯೆ ಇಳಿಕೆಯಾಗುತ್ತಿರುವುದು ಆತಂಕದ ವಿಷಯ ಎಂದರು. xyxy=(780,739,1509,786)
person-figure xyxy=(1174,1987,1232,2115)
food-plates xyxy=(544,1213,928,1251)
color-bar-orange xyxy=(1087,1864,1522,1873)
event-banner xyxy=(1104,302,1500,347)
megaphone-icon xyxy=(48,922,86,960)
body-text: ನಮ್ಮ ಮಕ್ಕಳಲ್ಲಿ ಉತ್ತಮ ಸಂಸ್ಕಾರ ಬೆಳೆಸಲು ಶಾಲಾ ಪಠ್ಯದಲ್ಲಿ ನೈತಿಕ ಹಾಗೂ ಮೌಲ್ಯ ಶಿಕ್ಷಣ ಅಳವಡಿಸುವುದು ಅಗತ್ಯ ಎಂದು ವಿಧಾನ ಪರಿಷತ್ ಸಭಾಪತಿ ಬಸವರಾಜ ಹೊರಟ್ಟಿ ಹೇಳಿದರು. ವಿದ್ಯಾರ್ಥಿಗಳನ್ನು ಪ್ರತಿಭಾ ಪುರಸ್ಕಾರ ನೀಡಿ ಸನ್ಮಾನಿಸಿ ಮಾತನಾಡಿದ ಅವರು, ಇಂದಿನ ಮಕ್ಕಳು ಮೊಬೈಲ್ ಗೀಳಿಗೆ ಒಳಗಾಗುತ್ತಿದ್ದಾರೆ. ಪಾಲಕರು ಮಕ್ಕಳ ಬಗ್ಗೆ ಕಾಳಜಿ ವಹಿಸಬೇಕು. ಶಿಕ್ಷಕರು ಮಕ್ಕಳಲ್ಲಿ ಓದುವ ಹವ್ಯಾಸ ಬೆಳೆಸಬೇಕು. ಗುರು-ಹಿರಿಯರನ್ನು ಗೌರವಿಸುವ ಗುಣ ಬೆಳೆಸಬೇಕು ಎಂದರು. ಕಾರ್ಯಕ್ರಮದಲ್ಲಿ ಸಂಸ್ಥೆಯ ಪದಾಧಿಕಾರಿಗಳು, ಶಿಕ್ಷಕರು, ಪಾಲಕರು ಹಾಗೂ ವಿದ್ಯಾರ್ಥಿಗಳು ಉಪಸ್ಥಿತರಿದ್ದರು. xyxy=(342,1524,611,1687)
story-headline: ಅಂಜನಾದ್ರಿ ಅಭಿವೃದ್ಧಿ ಕಾಮಗಾರಿ ಶೀಘ್ರ ಪೂರ್ಣಗೊಳಿಸಿ xyxy=(38,1880,773,1929)
body-text: ದೇಶ ನಮ್ಮ ವಿಚಾರ ಧಾರೆಗಳನ್ನು ಸ್ವೀಕರಿಸಿದೆ. ವಿಶ್ವ ನಮ್ಮ ಪಾಲಿಸುತ್ತಿದೆ. ದೇಶಕ್ಕೆ ಉಜ್ವಲವಾದ ಭವಿಷ್ಯವಿದೆ ಎನ್ನುವುದು ಸ್ಪಷ್ಟವಾಗುತ್ತಿದೆ. ಇಂದಿರಾ ಗಾಂಧಿ, ರಾಜೀವ ಗಾಂಧಿ ಅವರಂತೆ ಹಿಡಿದು ಇಂದಿನವರೆಗೂ ನಮ್ಮ ಸಿದ್ಧಾಂತವನ್ನು ತುಳಿಯುವ ಪ್ರಯತ್ನವನ್ನು ಮಾಡುತ್ತ ಬರಲಾಗಿದೆ. ಆದರೆ, ನಾವು ಅದೆಲ್ಲವನ್ನು ಹಿಮ್ಮೆಟ್ಟಿಸಿ ಮುನ್ನಡೆಯುತ್ತಿದ್ದೇವೆ ಎನ್ನುವುದನ್ನು ಯಾರೂ ಮರೆಯಬಾರದು ಎಂದು ಕೇಂದ್ರ ಸಚಿವ ಪ್ರಹ್ಲಾದ ಜೋಶಿ ತಿಳಿಸಿದರು. ಭಾನುವಾರ ನಗರದಲ್ಲಿ ಶಾಸಕ ಡಾ.ಶಿವರಾಜ ಪಾಟೀಲರ ಮನೆಯಲ್ಲಿ ಸುದ್ದಿಗೋಷ್ಠಿಯಲ್ಲಿ ಮಾತನಾಡಿ, ಕೇಂದ್ರದಲ್ಲಿ ಕಾಂಗ್ರೆಸ್ ಅಧಿಕಾರದಲ್ಲಿದ್ದಾಗ ಹಲವು ವರ್ಷಗಳ ಅವಧಿಯಲ್ಲಿ ಬಿಜೆಪಿ ಅಥವಾ ಹಿಂದೂ ವಿಚಾರಧಾರೆಗಳ ಮೇಲೆ ಹಲವು ರೀತಿಯ ದಬ್ಬಾಳಿಕೆ ನಡೆದಿದೆ. ನೆಹರು ಅವರಿಂದ ಹಿಡಿದು ರಾಹುಲ್ ಗಾಂಧಿ ವರೆಗೂ ಮೀಸಲಾತಿ ವಿರೋಧಿ ನೀತಿಗಳನ್ನು ಅನುಸರಿಸುತ್ತ ಬಂದಿದ್ದಾರೆ. ಮೀಸಲಾತಿ ಕುರಿತು ಅವರ ನಿಲುವು ಸ್ಪಷ್ಟವಾಗಿಲ್ಲ. ಕೇವಲ ರಾಜಕೀಯ ಲಾಭಕ್ಕಾಗಿ ಜಾತಿ ಗಣತಿ ವಿಷಯ ಮುಂದಿಟ್ಟಿದ್ದಾರೆ. ಈಗ ಕಾಂಗ್ರೆಸ್ ಹೇಳಿಕೆಯ ದಾವಲೆಗಳಿಂದ ಸುಳ್ಳುಗಳನ್ನು ಜನರ ಮುಂದೆ ಇಡುತ್ತಿದೆ ಎಂದು ಆರೋಪಿಸಿದರು. xyxy=(38,281,288,546)
column-divider xyxy=(767,147,769,883)
photo-horatti xyxy=(620,1525,717,1648)
story-togadia xyxy=(774,146,1522,881)
person-figure xyxy=(614,1987,672,2108)
body-text: ನಗರದ ವೀರಶೈವ ಪುಣ್ಯಾಶ್ರಮದ ಗಾನಯೋಗಿ ಪಂಡಿತ ಪಂಚಾಕ್ಷರಿ ಗವಾಯಿಗಳವರ 81ನೇ ಹಾಗೂ ಪದ್ಮಭೂಷಣ ಡಾ.ಪಂ.ಪುಟ್ಟರಾಜ ಕವಿ ಗವಾಯಿಗಳವರ 15ನೇ ಪುಣ್ಯಸ್ಮರಣೋತ್ಸವ ಅಂಗವಾಗಿ ಭಕ್ತರಿಗೆ ಮಿರ್ಚಿ ಭಜಿ ಪ್ರಸಾದ ವಿತರಿಸಲಾಯಿತು. ಮಿರ್ಚಿ ಪ್ರಸಾದ ಸೇವಾ ಟ್ರಸ್ಟ್ ವತಿಯಿಂದ ಸುಮಾರು 50 ಸಾವಿರ ಮಿರ್ಚಿ ಭಜಿಗಳನ್ನು ತಯಾರಿಸಿ ಭಕ್ತರಿಗೆ ಉಣಬಡಿಸಲಾಯಿತು. ಬೆಳಿಗ್ಗೆಯಿಂದಲೇ ಆಶ್ರಮಕ್ಕೆ ಆಗಮಿಸಿದ ಸಾವಿರಾರು ಭಕ್ತರು ಗವಾಯಿಗಳ ಗದ್ದುಗೆ ದರ್ಶನ ಪಡೆದು ಮಿರ್ಚಿ ಪ್ರಸಾದ ಸವಿದರು. ಈ ಸಂದರ್ಭದಲ್ಲಿ ಆಶ್ರಮದ ಪೀಠಾಧಿಪತಿಗಳು, ಟ್ರಸ್ಟ್ ಪದಾಧಿಕಾರಿಗಳು, ಗಣ್ಯರು ಹಾಗೂ ಭಕ್ತರು ಉಪಸ್ಥಿತರಿದ್ದರು. xyxy=(966,1949,1138,2180)
dot-black xyxy=(614,2361,628,2376)
dateline: ಹುಬ್ಬಳ್ಳಿ: xyxy=(354,1524,386,1537)
person-figure xyxy=(1161,367,1212,447)
person-figure xyxy=(512,1993,570,2108)
photo-mirchi-prasad xyxy=(1148,1948,1517,2157)
story-contaminated-water xyxy=(950,908,1522,1292)
dot-magenta xyxy=(921,2361,935,2376)
quote-kicker: ನಿಗದಿಪಡಿಸಿದ ಸಮಯದಲ್ಲಿ xyxy=(825,1951,918,1964)
story-horatti xyxy=(336,1471,937,1855)
dot-cyan xyxy=(1311,2361,1325,2376)
quote-box xyxy=(767,1943,940,2108)
sidebar-title: ನೀರು ಪೂರೈಕೆ ಸ್ಥಗಿತ xyxy=(1389,975,1473,1020)
story-kicker: ಕೇಂದ್ರ ಸಚಿವ ಪ್ರಹ್ಲಾದ ಜೋಶಿ ಹೇಳಿಕೆ xyxy=(38,152,434,191)
